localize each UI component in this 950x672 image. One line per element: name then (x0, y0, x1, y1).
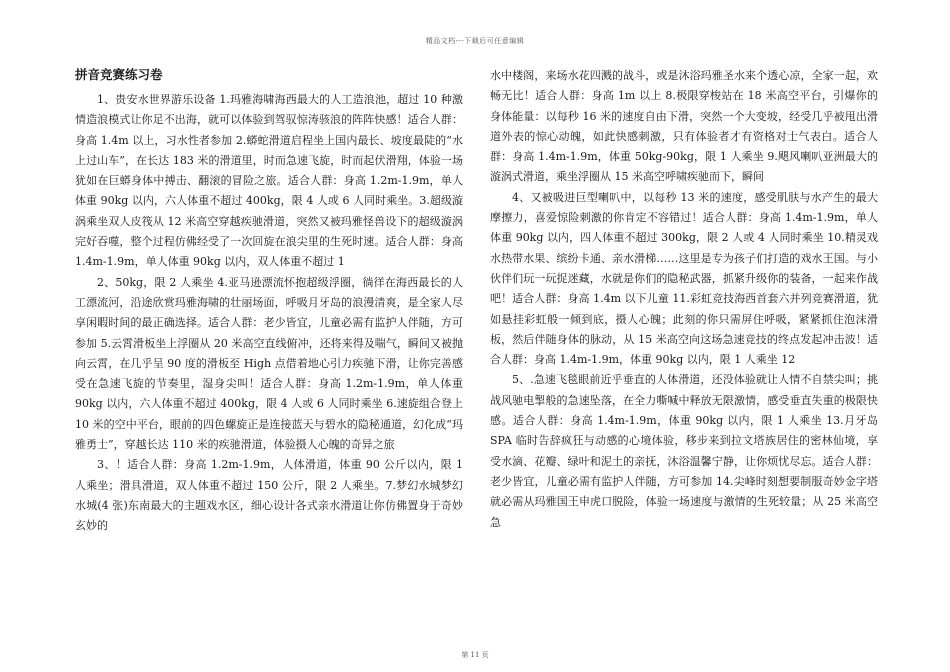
paragraph-3: 3、！适合人群：身高 1.2m-1.9m，人体滑道，体重 90 公斤以内，限 1 人乘坐；滑具滑道，双人体重不超过 150 公斤，限 2 人乘坐。7.梦幻水城梦幻水城(4 张)东南最大的主题戏水区，细心设计各式亲水滑道让你仿佛置身于奇妙玄妙的 (75, 458, 463, 533)
paragraph-3-continued: 水中楼阁，来场水花四溅的战斗，或是沐浴玛雅圣水来个透心凉，全家一起，欢畅无比！适合人群：身高 1m 以上 8.极限穿梭站在 18 米高空平台，引爆你的身体能量：以每秒 16 米的速度自由下滑，突然一个大变坡，经受几乎被甩出滑道外表的惊心动魄，如此快感刺激，只有体验者才有资格对士气表白。适合人群：身高 1.4m-1.9m，体重 50kg-90kg，限 1 人乘坐 9.飓风喇叭亚洲最大的漩涡式滑道，乘坐浮圈从 15 米高空呼啸疾驰而下，瞬间 (490, 69, 878, 184)
paragraph-5: 5、.急速飞毯眼前近乎垂直的人体滑道，还没体验就让人情不自禁尖叫；挑战风驰电掣般的急速坠落，在全力嘶喊中释放无限激情，感受垂直失重的极限快感。适合人群：身高 1.4m-1.9m，体重 90kg 以内，限 1 人乘坐 13.月牙岛 SPA 临时告辞疯狂与动感的心境体验，移步来到拉文塔族居住的密林仙境，享受水滴、花瓣、绿叶和泥土的亲抚，沐浴温馨宁静，让你烦忧尽忘。适合人群：老少皆宜，儿童必需有监护人伴随，方可参加 14.尖峰时刻想要制服奇妙金字塔就必需从玛雅国王申虎口脱险，体验一场速度与激情的生死较量；从 25 米高空急 (490, 373, 878, 529)
document-title: 拼音竞赛练习卷 (75, 67, 163, 82)
right-column (490, 66, 878, 646)
page-header-note: 精品文档---下载后可任意编辑 (425, 37, 525, 45)
left-column (75, 66, 463, 646)
paragraph-4: 4、又被吸进巨型喇叭中，以每秒 13 米的速度，感受肌肤与水产生的最大摩擦力，喜爱惊险刺激的你肯定不容错过！适合人群：身高 1.4m-1.9m，单人体重 90kg 以内，四人体重不超过 300kg，限 2 人或 4 人同时乘坐 10.精灵戏水热带水果、缤纷卡通、亲水滑梯……这里是专为孩子们打造的戏水王国。与小伙伴们玩一玩捉迷藏，水就是你们的隐秘武器，抓紧升级你的装备，一起来作战吧！适合人群：身高 1.4m 以下儿童 11.彩虹竞技海西首套六并列竞赛滑道，犹如悬挂彩虹般一倾到底，摄人心魄；此刻的你只需屏住呼吸，紧紧抓住泡沫滑板，然后伴随身体的脉动，从 15 米高空向这场急速竞技的终点发起冲击波！适合人群：身高 1.4m-1.9m，体重 90kg 以内，限 1 人乘坐 12 (490, 190, 878, 367)
page-number: 第 11 页 (461, 651, 489, 659)
paragraph-2: 2、50kg，限 2 人乘坐 4.亚马逊漂流怀抱超级浮圈，徜徉在海西最长的人工漂流河，沿途欣赏玛雅海啸的壮丽场面，呼吸月牙岛的浪漫清爽，是全家人尽享闲暇时间的最正确选择。适合人群：老少皆宜，儿童必需有监护人伴随，方可参加 5.云霄滑板坐上浮圈从 20 米高空直线俯冲，还将来得及喘气，瞬间又被抛向云霄，在几乎呈 90 度的滑板至 High 点借着地心引力疾驰下滑，让你完善感受在急速飞旋的节奏里，湿身尖叫！适合人群：身高 1.2m-1.9m，单人体重 90kg 以内，六人体重不超过 400kg，限 4 人或 6 人同时乘坐 6.速旋组合登上 10 米的空中平台，眼前的四色螺旋正是连接蓝天与碧水的隐秘通道，幻化成“玛雅勇士”，穿越长达 110 米的疾驰滑道，体验摄人心魄的奇异之旅 (75, 275, 463, 452)
paragraph-1: 1、贵安水世界游乐设备 1.玛雅海啸海西最大的人工造浪池，超过 10 种激情造浪模式让你足不出海，就可以体验到驾驭惊涛骇浪的阵阵快感！适合人群：身高 1.4m 以上，习水性者参加 2.蟒蛇滑道启程坐上国内最长、坡度最陡的“水上过山车”，在长达 183 米的滑道里，时而急速飞旋，时而起伏滑翔，体验一场犹如在巨蟒身体中搏击、翻滚的冒险之旅。适合人群：身高 1.2m-1.9m，单人体重 90kg 以内，六人体重不超过 400kg，限 4 人或 6 人同时乘坐。3.超级漩涡乘坐双人皮筏从 12 米高空穿越疾驰滑道，突然又被玛雅怪兽设下的超级漩涡完好吞噬，整个过程仿佛经受了一次回旋在浪尖里的生死时速。适合人群：身高 1.4m-1.9m，单人体重 90kg 以内，双人体重不超过 1 (75, 93, 463, 269)
